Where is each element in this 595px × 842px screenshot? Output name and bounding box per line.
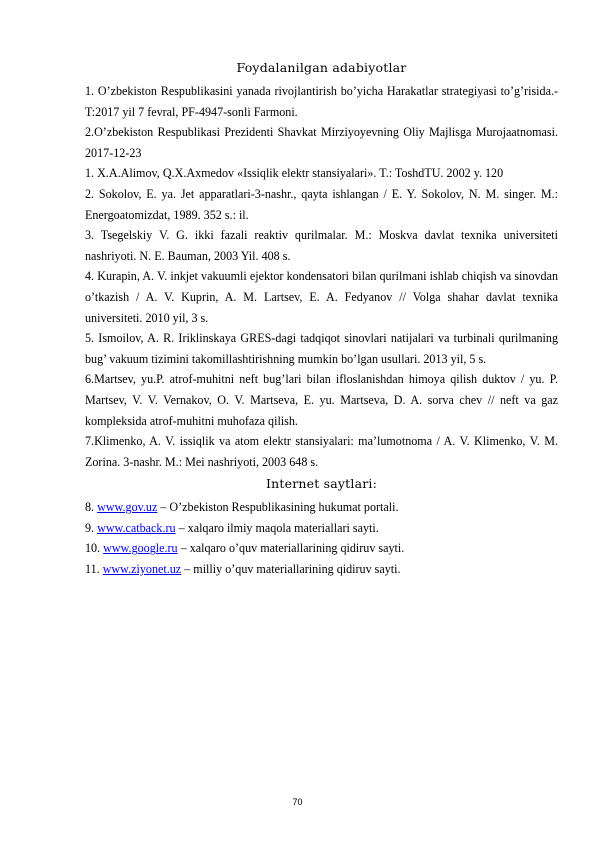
reference-item-9: 7.Klimenko, A. V. issiqlik va atom elektr stansiyalari: ma’lumotnoma / A. V. Klimenko, V. M. Zorina. 3-nashr. M.: Mei nashriyoti, 2003 648 s. [85,434,558,469]
reference-item-4: 2. Sokolov, E. ya. Jet apparatlari-3-nashr., qayta ishlangan / E. Y. Sokolov, N. M. singer. M.: Energoatomizdat, 1989. 352 s.: il. [85,186,558,222]
document-body [85,58,558,580]
reference-item-7: 5. Ismoilov, A. R. Iriklinskaya GRES-dagi tadqiqot sinovlari natijalari va turbinali qurilmaning bug’ vakuum tizimini takomillashtirishning mumkin bo’lgan usullari. 2013 yil, 5 s. [85,331,558,366]
website-link-catback[interactable]: www.catback.ru [97,520,176,535]
reference-item-3: 1. X.A.Alimov, Q.X.Axmedov «Issiqlik elektr stansiyalari». T.: ToshdTU. 2002 y. 120 [85,166,504,181]
website-number: 11. [85,562,103,577]
website-number: 8. [85,500,98,515]
website-link-ziyonet[interactable]: www.ziyonet.uz [102,562,182,577]
website-item [85,559,558,580]
website-number: 10. [85,541,104,556]
website-description: – milliy o’quv materiallarining qidiruv sayti. [181,562,401,577]
reference-item-5: 3. Tsegelskiy V. G. ikki fazali reaktiv qurilmalar. M.: Moskva davlat texnika universiteti nashriyoti. N. E. Bauman, 2003 Yil. 408 s. [85,228,558,263]
reference-item-1: 1. O’zbekiston Respublikasini yanada rivojlantirish bo’yicha Harakatlar strategiyasi to’g’risida.-T:2017 yil 7 fevral, PF-4947-sonli Farmoni. [85,84,558,119]
internet-sites-heading: Internet saytlari: [265,476,378,492]
website-number: 9. [85,520,98,535]
website-item [85,497,558,518]
reference-item-8: 6.Martsev, yu.P. atrof-muhitni neft bug’lari bilan ifloslanishdan himoya qilish duktov / yu. P. Martsev, V. V. Vernakov, O. V. Martseva, E. yu. Martseva, D. A. sorva chev // neft va gaz kompleksida atrof-muhitni muhofaza qilish. [85,372,558,428]
website-item [85,538,558,559]
website-description: – O’zbekiston Respublikasining hukumat portali. [157,500,399,515]
website-link-gov[interactable]: www.gov.uz [97,500,158,515]
website-link-google[interactable]: www.google.ru [103,541,178,556]
website-description: – xalqaro ilmiy maqola materiallari sayti. [175,520,379,535]
reference-item-2: 2.O’zbekiston Respublikasi Prezidenti Shavkat Mirziyoyevning Oliy Majlisga Murojaatnomasi. 2017-12-23 [85,125,558,160]
website-description: – xalqaro o’quv materiallarining qidiruv sayti. [177,541,405,556]
reference-item-6: 4. Kurapin, A. V. inkjet vakuumli ejektor kondensatori bilan qurilmani ishlab chiqish va sinovdan o’tkazish / A. V. Kuprin, A. M. Lartsev, E. A. Fedyanov // Volga shahar davlat texnika universiteti. 2010 yil, 3 s. [85,269,558,325]
page-number: 70 [292,797,303,807]
references-heading: Foydalanilgan adabiyotlar [236,60,407,75]
website-item [85,518,558,539]
